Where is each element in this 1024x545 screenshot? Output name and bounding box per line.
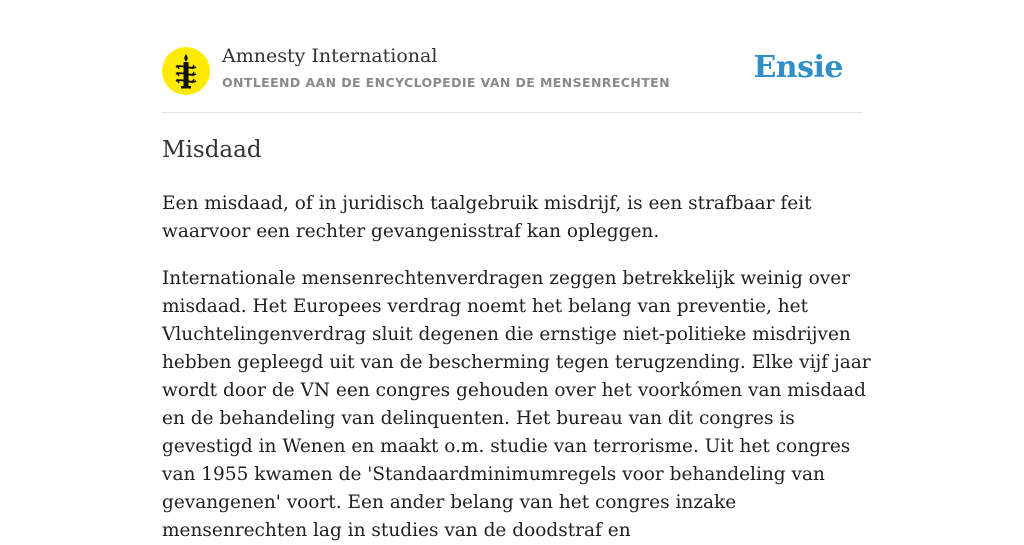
ensie-logo-link[interactable]: Ensie [753, 50, 843, 85]
source-line: ONTLEEND AAN DE ENCYCLOPEDIE VAN DE MENSENRECHTEN [222, 75, 670, 90]
article-header [162, 0, 862, 113]
article-title: Misdaad [162, 137, 262, 163]
amnesty-candle-icon [162, 47, 210, 95]
organization-name: Amnesty International [222, 45, 438, 67]
article-card [162, 0, 871, 541]
article-paragraph-1: Een misdaad, of in juridisch taalgebruik misdrijf, is een strafbaar feit waarvoor een rechter gevangenisstraf kan opleggen. [162, 193, 812, 242]
article-paragraph-2: Internationale mensenrechtenverdragen zeggen betrekkelijk weinig over misdaad. Het Europees verdrag noemt het belang van preventie, het Vluchtelingenverdrag sluit degenen die ernstige niet-politieke misdrijven hebben gepleegd uit van de bescherming tegen terugzending. Elke vijf jaar wordt door de VN een congres gehouden over het voorkómen van misdaad en de behandeling van delinquenten. Het bureau van dit congres is gevestigd in Wenen en maakt o.m. studie van terrorisme. Uit het congres van 1955 kwamen de 'Standaardminimumregels voor behandeling van gevangenen' voort. Een ander belang van het congres inzake mensenrechten lag in studies van de doodstraf en [162, 268, 871, 541]
